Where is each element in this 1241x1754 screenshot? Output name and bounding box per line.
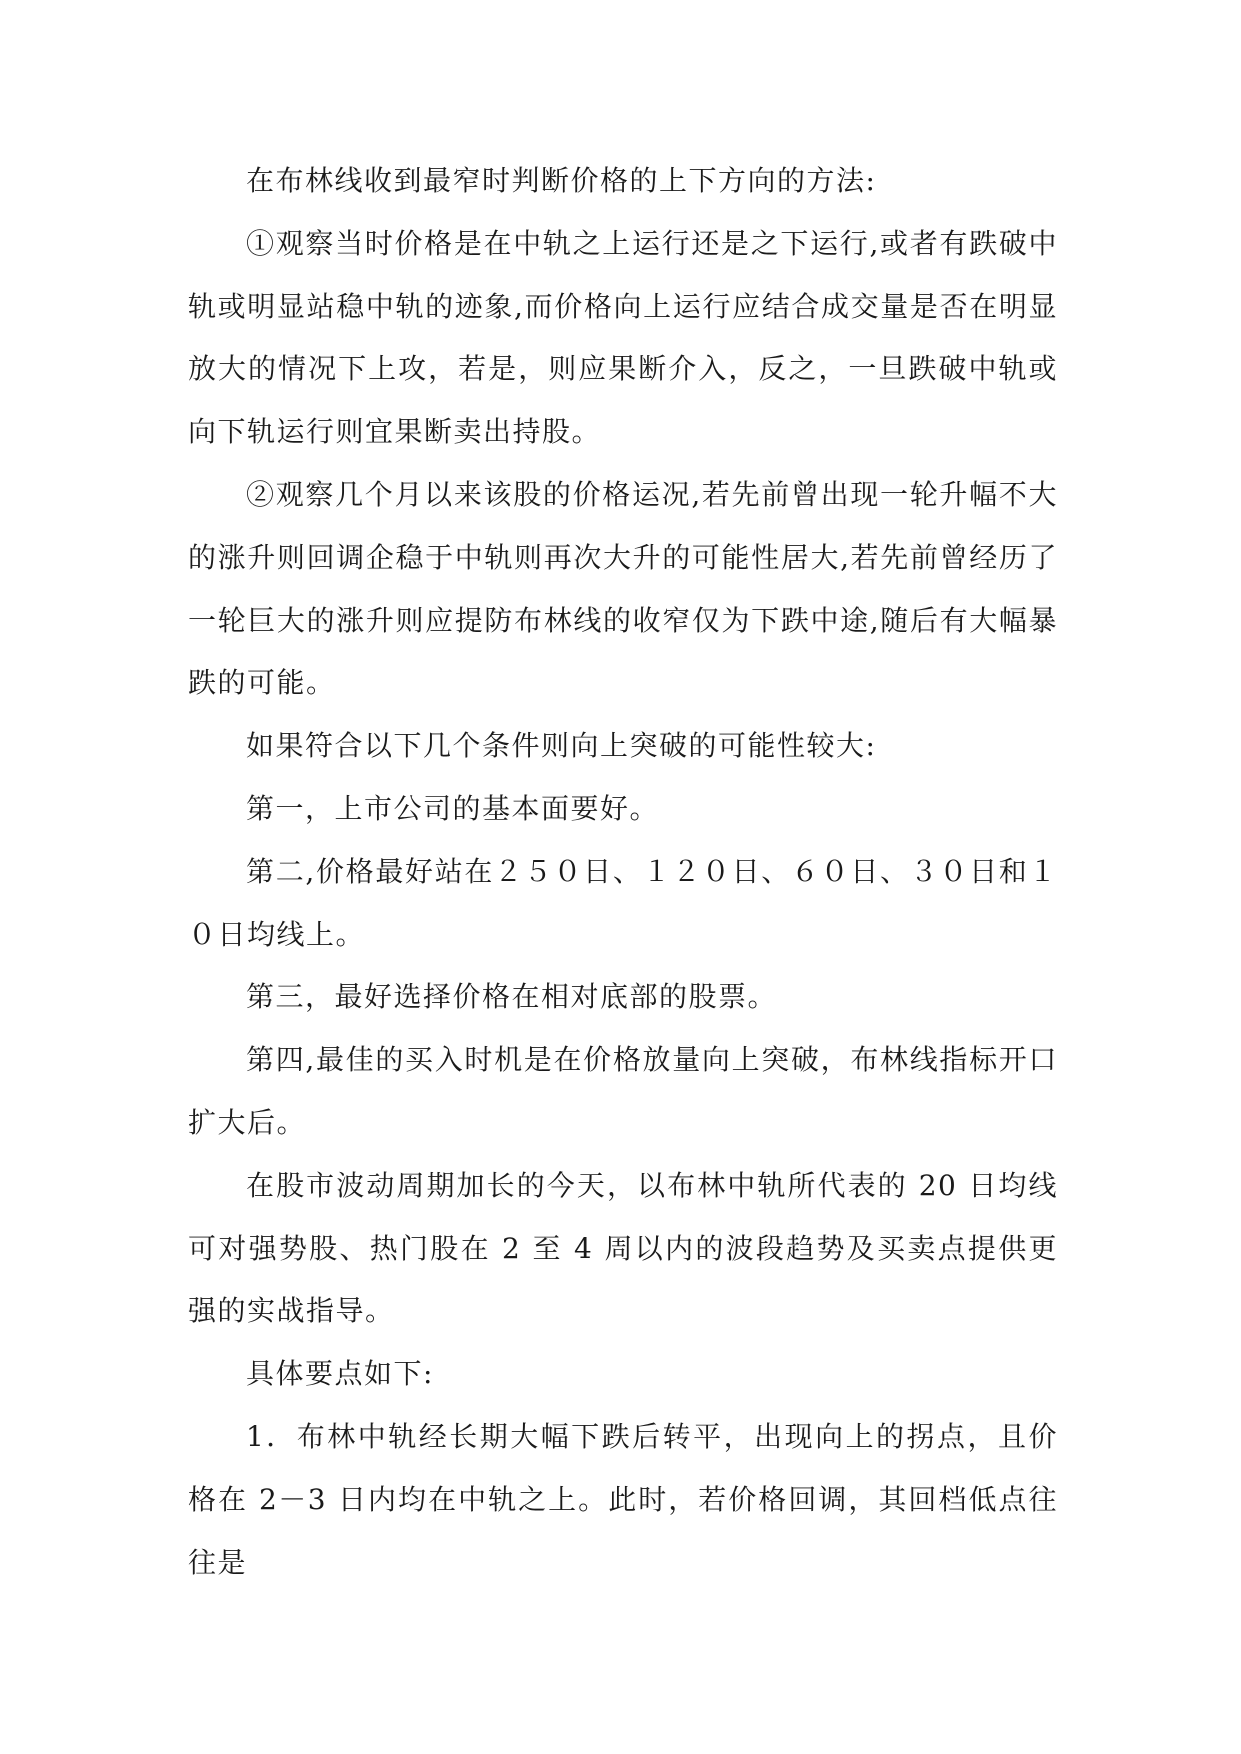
paragraph-intro: 在布林线收到最窄时判断价格的上下方向的方法: <box>246 164 877 197</box>
paragraph-point-1: ①观察当时价格是在中轨之上运行还是之下运行,或者有跌破中轨或明显站稳中轨的迹象,而价格向上运行应结合成交量是否在明显放大的情况下上攻，若是，则应果断介入，反之，一旦跌破中轨或向下轨运行则宜果断卖出持股。 <box>188 226 1058 449</box>
paragraph-conditions-intro: 如果符合以下几个条件则向上突破的可能性较大: <box>246 729 877 763</box>
document-body <box>188 150 1058 1594</box>
paragraph-key-point-1: 1．布林中轨经长期大幅下跌后转平，出现向上的拐点，且价格在 2－3 日内均在中轨之上。此时，若价格回调，其回档低点往往是 <box>188 1419 1058 1579</box>
paragraph-point-2: ②观察几个月以来该股的价格运况,若先前曾出现一轮升幅不大的涨升则回调企稳于中轨则再次大升的可能性居大,若先前曾经历了一轮巨大的涨升则应提防布林线的收窄仅为下跌中途,随后有大幅暴跌的可能。 <box>188 477 1058 700</box>
paragraph-condition-3: 第三，最好选择价格在相对底部的股票。 <box>246 980 778 1014</box>
paragraph-20-day-ma: 在股市波动周期加长的今天，以布林中轨所代表的 20 日均线可对强势股、热门股在 2 至 4 周以内的波段趋势及买卖点提供更强的实战指导。 <box>188 1168 1058 1328</box>
paragraph-key-points-intro: 具体要点如下: <box>246 1357 434 1391</box>
paragraph-condition-2: 第二,价格最好站在２５０日、１２０日、６０日、３０日和１０日均线上。 <box>188 854 1058 951</box>
paragraph-condition-1: 第一，上市公司的基本面要好。 <box>246 791 660 825</box>
paragraph-condition-4: 第四,最佳的买入时机是在价格放量向上突破，布林线指标开口扩大后。 <box>188 1043 1058 1139</box>
